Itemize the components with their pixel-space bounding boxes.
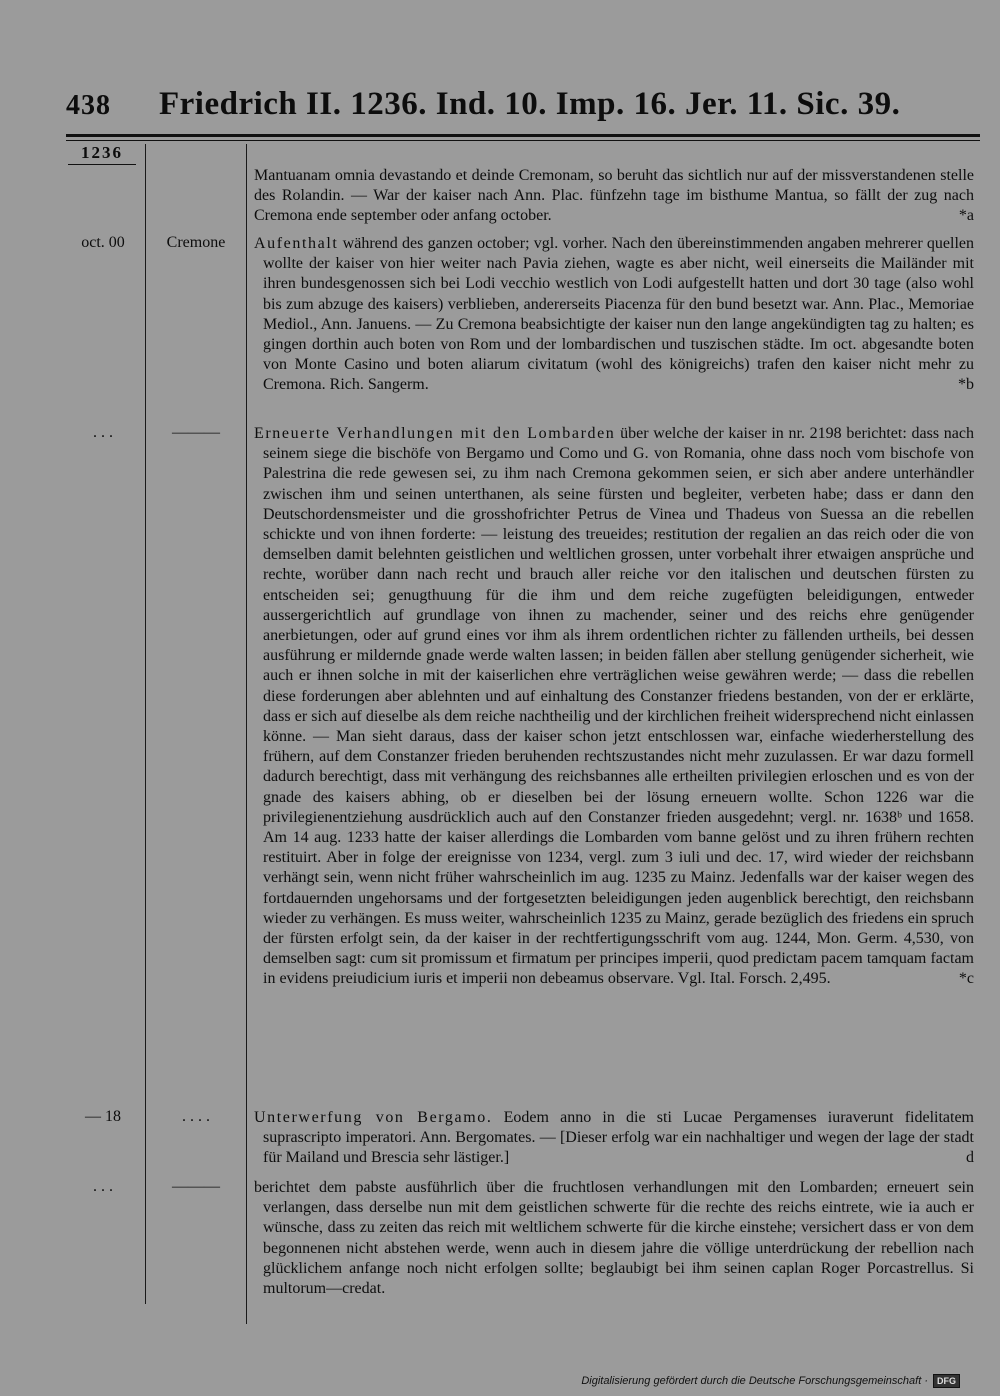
- page-header: [66, 86, 946, 126]
- dfg-logo[interactable]: DFG: [933, 1374, 960, 1388]
- entry-text: berichtet dem pabste ausführlich über die fruchtlosen verhandlungen mit den Lombarden; erneuert sein verlangen, dass derselbe nun mit dem geistlichen schwerte für die rechte des reichs eintrete, wie ia auch er wünsche, dass zu zeiten das reich mit weltlichem schwerte für die kirche einstehe; versichert dass er von dem begonnenen nicht abstehen werde, wenn auch in diesem jahre die völlige unterdrückung der rebellion nach glücklichem anfange noch nicht erfolgen sollte; beglaubigt bei ihm seinen caplan Roger Porcastrellus. Si multorum—credat.: [254, 1179, 974, 1298]
- entry-place: ———: [172, 424, 220, 441]
- entry-mark: d: [966, 1149, 974, 1167]
- header-rule-thick: [66, 134, 980, 137]
- entry-keyword: Aufenthalt: [254, 235, 339, 252]
- header-rule-thin: [66, 140, 980, 141]
- year-label: 1236: [68, 143, 136, 165]
- column-divider-place: [246, 144, 247, 1324]
- digitization-footer: [581, 1374, 960, 1388]
- entry-continuation: [254, 166, 974, 227]
- entry-mark: *a: [958, 207, 974, 225]
- entry-bergamo: [254, 1108, 974, 1169]
- entry-keyword: Unterwerfung von Bergamo.: [254, 1109, 493, 1126]
- page-number: 438: [66, 90, 111, 121]
- entry-text: Eodem anno in die sti Lucae Pergamenses iuraverunt fidelitatem suprascripto imperatori. Ann. Bergomates. — [Dieser erfolg war ein nachhaltiger und wegen der lage der stadt für Mailand und Brescia sehr lästiger.]: [263, 1109, 974, 1167]
- entry-text: Mantuanam omnia devastando et deinde Cremonam, so beruht das sichtlich nur auf der missverstandenen stelle des Rolandin. — War der kaiser nach Ann. Plac. fünfzehn tage im bisthume Mantua, so fällt der zug nach Cremona ende september oder anfang october.: [254, 167, 974, 225]
- running-title: Friedrich II. 1236. Ind. 10. Imp. 16. Jer. 11. Sic. 39.: [159, 86, 901, 122]
- entry-place: Cremone: [166, 234, 226, 251]
- entry-aufenthalt: [254, 234, 974, 396]
- entry-date: . . .: [93, 424, 113, 441]
- entry-verhandlungen: [254, 424, 974, 990]
- entry-text: über welche der kaiser in nr. 2198 berichtet: dass nach seinem siege die bischöfe von Bergamo und Como und G. von Romania, ohne dass noch vom bischofe von Palestrina die rede gewesen sei, zu ihm nach Cremona gekommen seien, er sich aber andere unterhändler zwischen ihm und seinen unterthanen, als seine fürsten und begleiter, verbeten habe; dass er dann den Deutschordensmeister und die grosshofrichter Petrus de Vinea und Thadeus von Suessa an die rebellen schickte und von ihnen forderte: — leistung des treueides; restitution der regalien an das reich oder die von demselben damit belehnten geistlichen und weltlichen grossen, unter vorbehalt ihrer etwaigen ansprüche und rechte, worüber dann nach recht und brauch aller reiche vor den italischen und deutschen fürsten zu entscheiden sei; genugthuung für die ihm und dem reiche zugefügten beleidigungen, entweder aussergerichtlich auf grundlage von ihnen zu machender, seiner und des reichs ehre genügender anerbietungen, oder auf grund eines vor ihm als ihrem ordentlichen richter zu fällenden urtheils, bei dessen ausführung er mildernde gnade werde walten lassen; in beiden fällen aber stellung genügender sicherheit, wie auch er ihnen solche in mit der kaiserlichen ehre verträglichen weise gewähren werde; — dass die rebellen diese forderungen aber ablehnten und auf einhaltung des Constanzer friedens bestanden, von der er erklärte, dass er sich auf dieselbe als dem reiche nachtheilig und der kirchlichen freiheit widersprechend nicht einlassen könne. — Man sieht daraus, dass der kaiser schon jetzt entschlossen war, einfache wiederherstellung des frühern, auf dem Constanzer frieden beruhenden rechtszustandes nicht mehr zuzulassen. Er war dazu formell dadurch berechtigt, dass mit verhängung des reichsbannes alle ertheilten privilegien erloschen und es von der gnade des kaisers abhing, ob er dieselben bei der lösung erneuern wollte. Schon 1226 war die privilegienentziehung ausdrücklich auch auf den Constanzer frieden ausgedehnt; vergl. nr. 1638ᵇ und 1658. Am 14 aug. 1233 hatte der kaiser allerdings die Lombarden vom banne gelöst und zu ihren frühern rechten restituirt. Aber in folge der ereignisse von 1234, vergl. zum 3 iuli und dec. 17, wird wieder der reichsbann verhängt sein, wenn nicht früher wahrscheinlich im aug. 1235 zu Mainz. Jedenfalls war der kaiser wegen des fortdauernden ungehorsams und der fortgesetzten beleidigungen jeden augenblick berechtigt, den reichsbann wieder zu verhängen. Es muss weiter, wahrscheinlich 1235 zu Mainz, gerade bezüglich des friedens ein spruch der fürsten erfolgt sein, da der kaiser in der rechtfertigungsschrift vom aug. 1244, Mon. Germ. 4,530, von demselben sagt: cum sit promissum et firmatum per principes imperii, quod predictam pacem tamquam factam in evidens preiudicium iuris et imperii non debeamus observare. Vgl. Ital. Forsch. 2,495.: [263, 425, 974, 988]
- column-divider-date: [145, 144, 146, 1304]
- entry-bericht: [254, 1178, 974, 1299]
- entry-place: ———: [172, 1178, 220, 1195]
- entry-date: — 18: [85, 1108, 121, 1125]
- entry-mark: *b: [958, 376, 974, 394]
- entry-keyword: Erneuerte Verhandlungen mit den Lombarden: [254, 425, 616, 442]
- entry-text: während des ganzen october; vgl. vorher. Nach den übereinstimmenden angaben mehrerer quellen wollte der kaiser von hier weiter nach Pavia ziehen, wagte es aber nicht, weil einerseits die Mailänder mit ihren bundesgenossen sich bei Lodi vecchio westlich von Lodi aufgestellt hatten und dort 30 tage (also wohl bis zum abzuge des kaisers) verblieben, andererseits Piacenza für den bund besetzt war. Ann. Plac., Memoriae Mediol., Ann. Januens. — Zu Cremona beabsichtigte der kaiser nun den lange angekündigten tag zu halten; es gingen dorthin auch boten von Rom und der lombardischen und tuszischen städte. Im oct. abgesandte boten von Monte Casino und boten aliarum civitatum (wohl des königreichs) trafen den kaiser nicht mehr zu Cremona. Rich. Sangerm.: [263, 235, 974, 394]
- entry-place: . . . .: [182, 1108, 210, 1125]
- footer-text: Digitalisierung gefördert durch die Deutsche Forschungsgemeinschaft ·: [581, 1375, 928, 1387]
- entry-mark: *c: [958, 970, 974, 988]
- entry-date: oct. 00: [81, 234, 125, 251]
- entry-date: . . .: [93, 1178, 113, 1195]
